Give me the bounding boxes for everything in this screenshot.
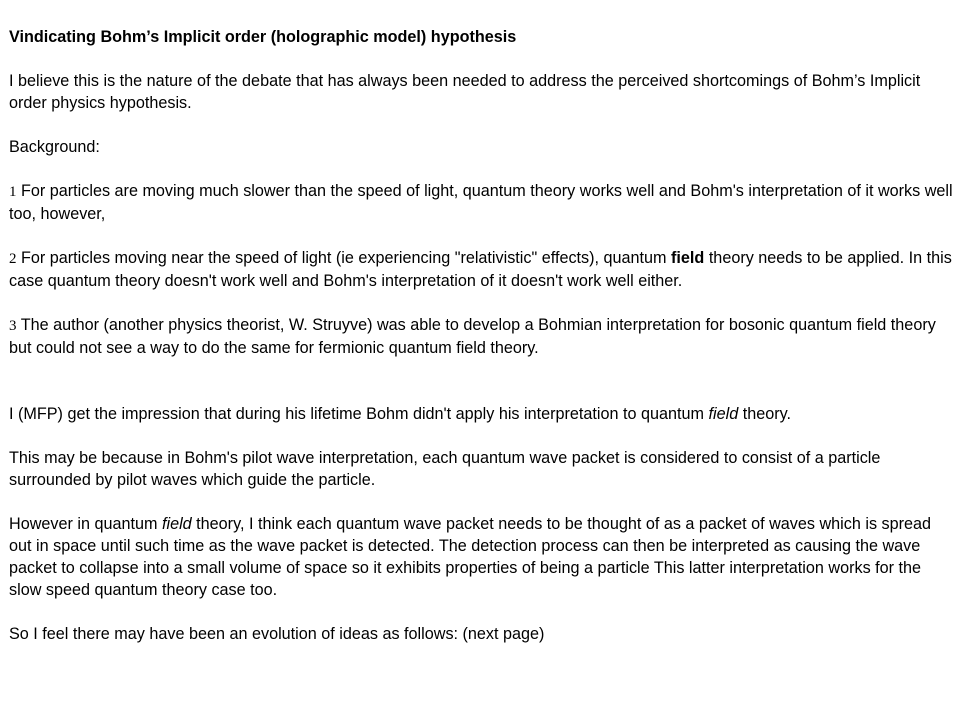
point-3-text: The author (another physics theorist, W. Struyve) was able to develop a Bohmian interpretation for bosonic quantum field theory but could not see a way to do the same for fermionic quantum field theory. bbox=[9, 316, 936, 357]
mfp-paragraph bbox=[9, 403, 954, 425]
point-1-number: 1 bbox=[9, 184, 17, 200]
point-2-bold-word: field bbox=[671, 249, 705, 267]
intro-paragraph: I believe this is the nature of the debate that has always been needed to address the perceived shortcomings of Bohm’s Implicit order physics hypothesis. bbox=[9, 72, 921, 112]
qft-italic-word: field bbox=[161, 515, 192, 533]
qft-text-a: However in quantum bbox=[9, 515, 158, 533]
point-1-text: For particles are moving much slower than the speed of light, quantum theory works well and Bohm's interpretation of it works well too, however, bbox=[9, 182, 953, 223]
point-3 bbox=[9, 314, 954, 359]
point-1 bbox=[9, 180, 954, 225]
pilot-wave-paragraph: This may be because in Bohm's pilot wave interpretation, each quantum wave packet is considered to consist of a particle surrounded by pilot waves which guide the particle. bbox=[9, 449, 881, 489]
mfp-text-a: I (MFP) get the impression that during his lifetime Bohm didn't apply his interpretation to quantum bbox=[9, 405, 704, 423]
qft-paragraph bbox=[9, 513, 954, 601]
document-title: Vindicating Bohm’s Implicit order (holographic model) hypothesis bbox=[9, 28, 517, 46]
point-2-text-a: For particles moving near the speed of light (ie experiencing "relativistic" effects), quantum bbox=[21, 249, 667, 267]
point-2-number: 2 bbox=[9, 251, 17, 267]
final-paragraph: So I feel there may have been an evolution of ideas as follows: (next page) bbox=[9, 625, 545, 643]
document-page bbox=[9, 26, 954, 667]
mfp-italic-word: field bbox=[708, 405, 739, 423]
point-3-number: 3 bbox=[9, 318, 17, 334]
mfp-text-b: theory. bbox=[742, 405, 791, 423]
point-2-text-b: theory needs to be applied. In this case quantum theory doesn't work well and Bohm's interpretation of it doesn't work well either. bbox=[9, 249, 952, 290]
qft-text-b: theory, I think each quantum wave packet needs to be thought of as a packet of waves which is spread out in space until such time as the wave packet is detected. The detection process can then be interpreted as causing the wave packet to collapse into a small volume of space so it exhibits properties of being a particle This latter interpretation works for the slow speed quantum theory case too. bbox=[9, 515, 932, 599]
background-label: Background: bbox=[9, 138, 100, 156]
point-2 bbox=[9, 247, 954, 292]
